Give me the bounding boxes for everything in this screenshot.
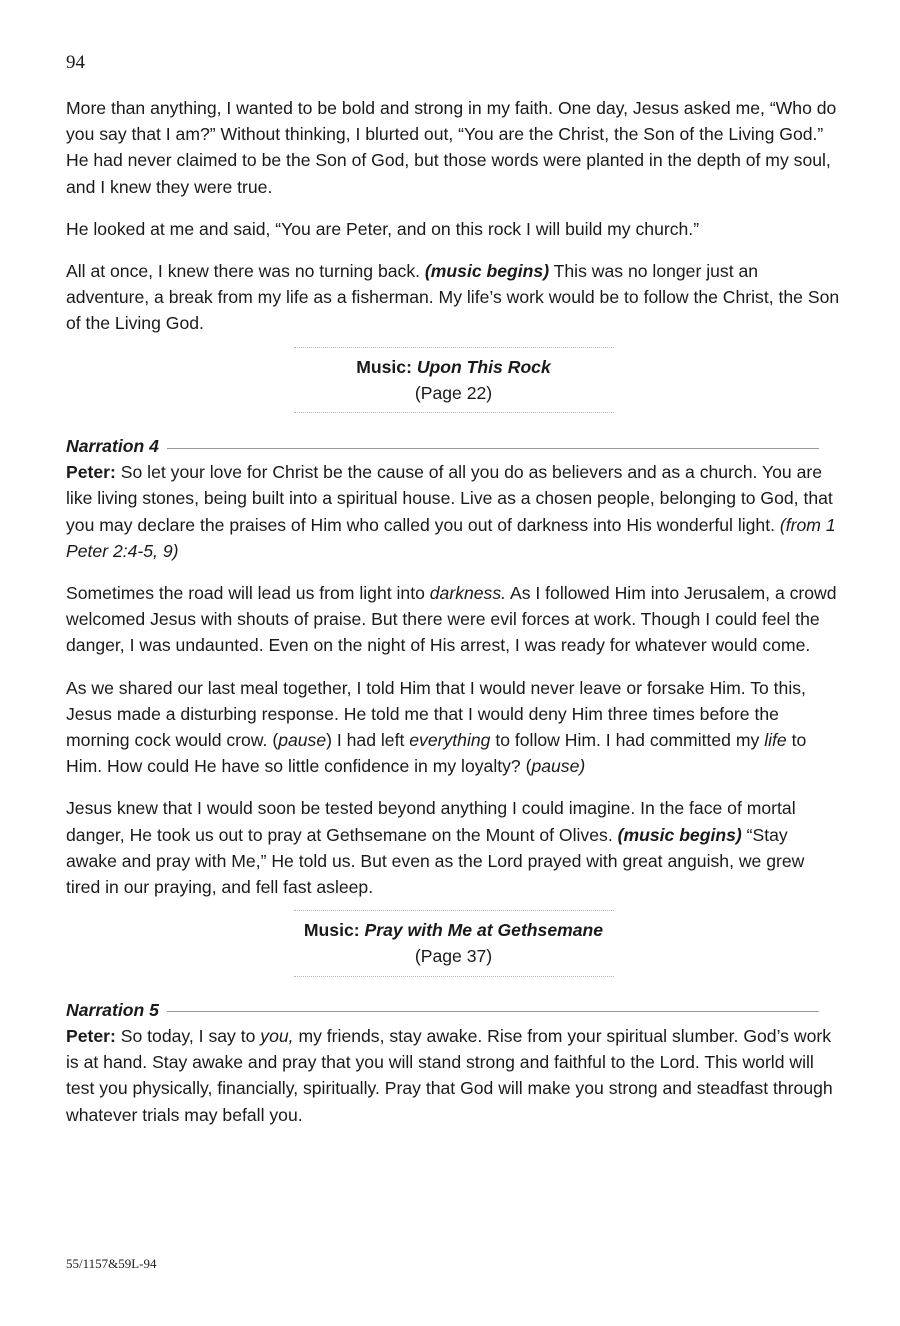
narration-4-heading [66, 433, 841, 459]
paragraph-6-text-a: As we shared our last meal together, I told Him that I would never leave or forsake Him. To this, Jesus made a disturbing response. He told me that I would deny Him three times before the morning cock would crow. ( [66, 677, 806, 751]
music-cue: (music begins) [617, 824, 742, 845]
song-title: Pray with Me at Gethsemane [364, 920, 604, 941]
emphasis: life [764, 730, 787, 751]
emphasis: everything [409, 730, 491, 751]
pause-cue: pause) [531, 756, 586, 777]
music-label: Music: [303, 920, 365, 941]
dotted-divider [294, 910, 614, 911]
paragraph-6 [66, 675, 841, 780]
dotted-divider [294, 412, 614, 413]
paragraph-7 [66, 795, 841, 900]
paragraph-6-text-c: to follow Him. I had committed my [490, 730, 765, 751]
paragraph-1: More than anything, I wanted to be bold and strong in my faith. One day, Jesus asked me, “Who do you say that I am?” Without thinking, I blurted out, “You are the Christ, the Son of the Living God.” He had never claimed to be the Son of God, but those words were planted in the depth of my soul, and I knew they were true. [66, 98, 837, 197]
speaker-label: Peter: [66, 1025, 116, 1046]
narration-5-text [66, 1023, 841, 1128]
music-label: Music: [356, 356, 417, 377]
page-number: 94 [66, 52, 85, 73]
music-title-2 [66, 917, 841, 943]
narration-4-body: So let your love for Christ be the cause of all you do as believers and as a church. You are like living stones, being built into a spiritual house. Live as a chosen people, belonging to God, that you may declare the praises of Him who called you out of darkness into His wonderful light. [66, 462, 833, 535]
speaker-label: Peter: [66, 462, 116, 483]
paragraph-7-text-a: Jesus knew that I would soon be tested beyond anything I could imagine. In the face of mortal danger, He took us out to pray at Gethsemane on the Mount of Olives. [66, 798, 796, 845]
music-cue-block-1 [66, 347, 841, 413]
paragraph-5-text-a: Sometimes the road will lead us from light into [66, 583, 430, 604]
paragraph-7-text-b: “Stay awake and pray with Me,” He told us. But even as the Lord prayed with great anguish, we grew tired in our praying, and fell fast asleep. [66, 824, 805, 898]
narration-5-body-a: So today, I say to [115, 1025, 261, 1046]
music-cue: (music begins) [424, 261, 550, 282]
emphasis: you, [260, 1025, 294, 1046]
emphasis: darkness. [429, 583, 507, 604]
pause-cue: pause [278, 730, 327, 751]
paragraph-6-text-b: ) I had left [326, 730, 410, 751]
narration-5-heading [66, 997, 841, 1023]
paragraph-3 [66, 258, 841, 337]
paragraph-3-text-a: All at once, I knew there was no turning back. [66, 261, 425, 282]
music-page-ref-2: (Page 37) [414, 946, 493, 967]
paragraph-2: He looked at me and said, “You are Peter, and on this rock I will build my church.” [66, 218, 700, 239]
scripture-reference: (from 1 Peter 2:4-5, 9) [66, 514, 836, 561]
catalog-number: 55/1157&59L-94 [66, 1256, 157, 1271]
paragraph-6-text-d: to Him. How could He have so little confidence in my loyalty? ( [66, 730, 807, 777]
dotted-divider [294, 976, 614, 977]
music-cue-block-2 [66, 910, 841, 976]
heading-rule [167, 448, 819, 449]
music-page-ref-1: (Page 22) [414, 382, 493, 403]
song-title: Upon This Rock [416, 356, 551, 377]
heading-rule [167, 1011, 819, 1012]
paragraph-3-text-b: This was no longer just an adventure, a break from my life as a fisherman. My life’s work would be to follow the Christ, the Son of the Living God. [66, 261, 840, 334]
narration-5-body-b: my friends, stay awake. Rise from your spiritual slumber. God’s work is at hand. Stay awake and pray that you will stand strong and faithful to the Lord. This world will test you physically, financially, spiritually. Pray that God will make you strong and steadfast through whatever trials may befall you. [66, 1025, 833, 1125]
dotted-divider [294, 347, 614, 348]
narration-5-label: Narration 5 [66, 999, 159, 1020]
paragraph-5-text-b: As I followed Him into Jerusalem, a crowd welcomed Jesus with shouts of praise. But there were evil forces at work. Though I could feel the danger, I was undaunted. Even on the night of His arrest, I was ready for whatever would come. [66, 583, 837, 656]
music-title-1 [66, 354, 841, 380]
narration-4-text [66, 459, 841, 564]
page-body [66, 95, 841, 1144]
narration-4-label: Narration 4 [66, 436, 159, 457]
paragraph-5 [66, 580, 841, 659]
